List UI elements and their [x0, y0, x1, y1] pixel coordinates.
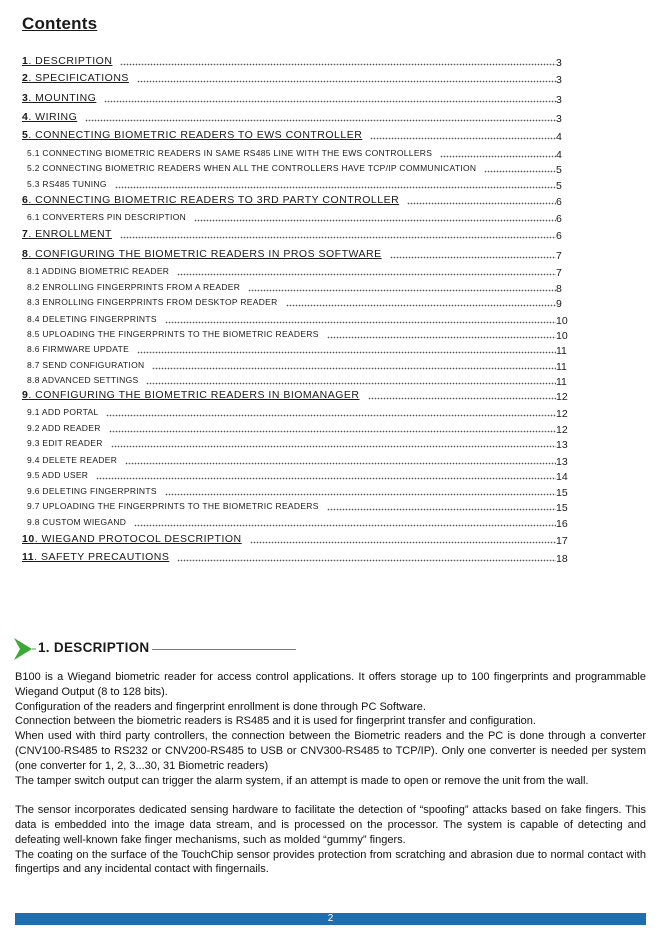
toc-entry-label[interactable]: [27, 423, 105, 433]
description-body: [15, 670, 646, 877]
toc-entry-text: 5.3 RS485 TUNING: [27, 179, 107, 189]
toc-dot-leader: [177, 267, 556, 277]
toc-page-number: 6: [556, 230, 562, 242]
toc-dot-leader: [125, 456, 556, 466]
toc-page-number: 3: [556, 74, 562, 86]
toc-entry-label[interactable]: [22, 228, 116, 240]
toc-entry-label[interactable]: [27, 212, 190, 222]
toc-entry-text: 8.2 ENROLLING FINGERPRINTS FROM A READER: [27, 282, 241, 292]
toc-page-number: 17: [556, 535, 568, 547]
toc-page-number: 16: [556, 518, 568, 530]
toc-dot-leader: [177, 553, 556, 563]
toc-page-number: 18: [556, 553, 568, 565]
toc-entry-text: 5.2 CONNECTING BIOMETRIC READERS WHEN ALL THE CONTROLLERS HAVE TCP/IP COMMUNICATION: [27, 163, 477, 173]
page-number: 2: [327, 913, 334, 924]
chevron-right-icon: [12, 638, 36, 660]
toc-entry-label[interactable]: [27, 360, 148, 370]
toc-dot-leader: [286, 298, 556, 308]
toc-entry-number: 8: [22, 248, 29, 260]
toc-page-number: 3: [556, 94, 562, 106]
toc-entry-text: 9.5 ADD USER: [27, 470, 89, 480]
toc-entry[interactable]: [22, 516, 570, 532]
toc-entry-text: 5.1 CONNECTING BIOMETRIC READERS IN SAME RS485 LINE WITH THE EWS CONTROLLERS: [27, 148, 433, 158]
toc-entry-label[interactable]: [22, 92, 100, 104]
toc-entry-text: . CONFIGURING THE BIOMETRIC READERS IN BIOMANAGER: [28, 389, 360, 401]
section-title-rule: [152, 649, 296, 650]
toc-entry-text: . WIRING: [28, 111, 78, 123]
toc-entry-text: . CONFIGURING THE BIOMETRIC READERS IN PROS SOFTWARE: [28, 248, 382, 260]
toc-entry-label[interactable]: [27, 314, 161, 324]
toc-entry-text: 6.1 CONVERTERS PIN DESCRIPTION: [27, 212, 187, 222]
toc-entry-text: 8.4 DELETING FINGERPRINTS: [27, 314, 157, 324]
toc-entry[interactable]: [22, 551, 570, 567]
toc-dot-leader: [134, 518, 556, 528]
toc-entry-number: 11: [22, 551, 35, 563]
toc-entry-number: 1: [22, 55, 29, 67]
toc-entry[interactable]: [22, 533, 570, 549]
toc-entry-number: 7: [22, 228, 29, 240]
toc-page-number: 7: [556, 267, 562, 279]
toc-entry[interactable]: [22, 281, 570, 297]
toc-entry[interactable]: [22, 111, 570, 127]
toc-entry-text: . SPECIFICATIONS: [28, 72, 129, 84]
toc-entry-number: 9: [22, 389, 29, 401]
toc-entry-text: 9.2 ADD READER: [27, 423, 101, 433]
toc-dot-leader: [165, 487, 556, 497]
toc-page-number: 9: [556, 298, 562, 310]
toc-dot-leader: [368, 391, 556, 401]
toc-entry-text: 8.3 ENROLLING FINGERPRINTS FROM DESKTOP READER: [27, 297, 278, 307]
paragraph-spacer: [15, 788, 646, 803]
toc-entry[interactable]: [22, 265, 570, 281]
toc-dot-leader: [440, 149, 556, 159]
toc-page-number: 3: [556, 113, 562, 125]
toc-entry[interactable]: [22, 500, 570, 516]
page-footer: [15, 913, 646, 925]
paragraph: Configuration of the readers and fingerprint enrollment is done through PC Software.: [15, 700, 426, 713]
toc-page-number: 10: [556, 315, 568, 327]
toc-page-number: 15: [556, 502, 568, 514]
toc-entry[interactable]: [22, 162, 570, 178]
toc-entry-text: 9.7 UPLOADING THE FINGERPRINTS TO THE BIOMETRIC READERS: [27, 501, 319, 511]
toc-entry[interactable]: [22, 178, 570, 194]
toc-page-number: 8: [556, 283, 562, 295]
toc-entry[interactable]: [22, 55, 570, 71]
toc-entry-label[interactable]: [27, 266, 173, 276]
toc-dot-leader: [120, 230, 556, 240]
toc-page-number: 4: [556, 149, 562, 161]
toc-entry-text: . CONNECTING BIOMETRIC READERS TO 3RD PARTY CONTROLLER: [28, 194, 400, 206]
toc-entry-label[interactable]: [27, 486, 161, 496]
paragraph: The tamper switch output can trigger the alarm system, if an attempt is made to open or remove the unit from the wall.: [15, 774, 589, 787]
toc-entry-label[interactable]: [27, 517, 130, 527]
toc-page-number: 11: [556, 376, 567, 388]
toc-dot-leader: [484, 164, 556, 174]
toc-entry-label[interactable]: [27, 148, 436, 158]
toc-entry[interactable]: [22, 129, 570, 145]
toc-dot-leader: [407, 196, 556, 206]
toc-dot-leader: [390, 250, 556, 260]
toc-entry-label[interactable]: [27, 282, 244, 292]
toc-entry-label[interactable]: [22, 129, 366, 141]
toc-entry-label[interactable]: [27, 163, 480, 173]
toc-dot-leader: [152, 361, 556, 371]
toc-entry[interactable]: [22, 248, 570, 264]
toc-entry-text: 9.1 ADD PORTAL: [27, 407, 99, 417]
toc-entry-text: . DESCRIPTION: [28, 55, 113, 67]
toc-dot-leader: [109, 424, 556, 434]
toc-entry-text: 8.5 UPLOADING THE FINGERPRINTS TO THE BIOMETRIC READERS: [27, 329, 319, 339]
toc-dot-leader: [106, 408, 556, 418]
toc-dot-leader: [96, 471, 556, 481]
toc-entry-number: 3: [22, 92, 29, 104]
toc-dot-leader: [194, 213, 556, 223]
toc-dot-leader: [104, 94, 556, 104]
toc-entry-label[interactable]: [22, 248, 386, 260]
toc-page-number: 5: [556, 164, 562, 176]
toc-dot-leader: [111, 439, 556, 449]
section-heading: [12, 638, 312, 660]
toc-page-number: 13: [556, 439, 568, 451]
toc-entry[interactable]: [22, 72, 570, 88]
toc-entry-label[interactable]: [27, 329, 323, 339]
toc-entry[interactable]: [22, 228, 570, 244]
toc-entry-text: 9.8 CUSTOM WIEGAND: [27, 517, 127, 527]
toc-page-number: 11: [556, 361, 567, 373]
toc-page-number: 3: [556, 57, 562, 69]
toc-entry[interactable]: [22, 211, 570, 227]
toc-dot-leader: [137, 74, 556, 84]
toc-dot-leader: [327, 502, 556, 512]
toc-entry-text: . MOUNTING: [28, 92, 97, 104]
toc-entry-text: 9.6 DELETING FINGERPRINTS: [27, 486, 157, 496]
toc-entry-text: . WIEGAND PROTOCOL DESCRIPTION: [34, 533, 242, 545]
toc-entry[interactable]: [22, 469, 570, 485]
toc-entry-number: 4: [22, 111, 29, 123]
toc-entry[interactable]: [22, 296, 570, 312]
toc-title: Contents: [22, 14, 98, 33]
toc-entry[interactable]: [22, 485, 570, 501]
toc-entry-label[interactable]: [27, 179, 111, 189]
paragraph: B100 is a Wiegand biometric reader for access control applications. It offers storage up to 100 fingerprints and programmable Wiegand Output (8 to 128 bits).: [15, 671, 646, 698]
toc-entry[interactable]: [22, 313, 570, 329]
toc-page-number: 7: [556, 250, 562, 262]
toc-dot-leader: [327, 330, 556, 340]
toc-entry-number: 5: [22, 129, 29, 141]
toc-page-number: 12: [556, 391, 568, 403]
toc-page-number: 4: [556, 131, 562, 143]
toc-dot-leader: [248, 283, 556, 293]
paragraph: The sensor incorporates dedicated sensing hardware to facilitate the detection of “spoofing” attacks based on fake fingers. This data is embedded into the image data stream, and is processed on the processor. The system is capable of detecting and defeating well-known fake finger mechanisms, such as molded “gummy” fingers.: [15, 804, 646, 846]
toc-entry-label[interactable]: [27, 438, 107, 448]
toc-entry[interactable]: [22, 328, 570, 344]
toc-page-number: 12: [556, 408, 568, 420]
toc-entry[interactable]: [22, 359, 570, 375]
toc-dot-leader: [85, 113, 556, 123]
toc-dot-leader: [120, 57, 556, 67]
toc-dot-leader: [137, 345, 556, 355]
toc-entry-label[interactable]: [22, 194, 403, 206]
toc-entry-number: 2: [22, 72, 29, 84]
toc-entry-label[interactable]: [27, 297, 282, 307]
toc-page-number: 13: [556, 456, 568, 468]
toc-entry-text: 8.7 SEND CONFIGURATION: [27, 360, 145, 370]
toc-entry-label[interactable]: [22, 533, 246, 545]
toc-dot-leader: [165, 315, 556, 325]
toc-page-number: 11: [556, 345, 567, 357]
toc-entry-label[interactable]: [27, 344, 133, 354]
toc-entry[interactable]: [22, 422, 570, 438]
toc-page-number: 10: [556, 330, 568, 342]
toc-entry[interactable]: [22, 374, 570, 390]
toc-entry-number: 6: [22, 194, 29, 206]
toc-entry-text: 8.6 FIRMWARE UPDATE: [27, 344, 130, 354]
toc-entry-label[interactable]: [22, 111, 81, 123]
toc-entry-label[interactable]: [22, 389, 364, 401]
toc-dot-leader: [370, 131, 556, 141]
toc-entry-text: 9.4 DELETE READER: [27, 455, 118, 465]
toc-entry-text: . CONNECTING BIOMETRIC READERS TO EWS CONTROLLER: [28, 129, 363, 141]
toc-page-number: 15: [556, 487, 568, 499]
paragraph: Connection between the biometric readers is RS485 and it is used for fingerprint transfer and configuration.: [15, 715, 536, 728]
toc-dot-leader: [250, 535, 556, 545]
toc-entry-label[interactable]: [22, 72, 133, 84]
toc-entry-label[interactable]: [27, 501, 323, 511]
toc-page-number: 12: [556, 424, 568, 436]
toc-page-number: 5: [556, 180, 562, 192]
toc-page-number: 6: [556, 213, 562, 225]
toc-page-number: 6: [556, 196, 562, 208]
paragraph: When used with third party controllers, the connection between the Biometric readers and the PC is done through a converter (CNV100-RS485 to RS232 or CNV200-RS485 to USB or CNV300-RS485 to TCP/IP). Only one converter is needed per system (one converter for 1, 2, 3...30, 31 Biometric readers): [15, 730, 646, 772]
toc-entry-label[interactable]: [27, 455, 121, 465]
paragraph: The coating on the surface of the TouchChip sensor provides protection from scratching and abrasion due to normal contact with fingertips and any incidental contact with fingernails.: [15, 848, 646, 876]
toc-entry-text: 8.1 ADDING BIOMETRIC READER: [27, 266, 170, 276]
toc-entry[interactable]: [22, 92, 570, 108]
toc-entry-text: . SAFETY PRECAUTIONS: [34, 551, 170, 563]
toc-dot-leader: [115, 180, 556, 190]
toc-entry[interactable]: [22, 343, 570, 359]
toc-entry[interactable]: [22, 437, 570, 453]
section-title: 1. DESCRIPTION: [38, 640, 150, 655]
toc-entry[interactable]: [22, 406, 570, 422]
toc-entry-number: 10: [22, 533, 35, 545]
toc-entry-label[interactable]: [27, 407, 102, 417]
toc-entry-text: . ENROLLMENT: [28, 228, 112, 240]
toc-entry-text: 8.8 ADVANCED SETTINGS: [27, 375, 139, 385]
toc-entry-label[interactable]: [27, 470, 92, 480]
toc-entry[interactable]: [22, 454, 570, 470]
toc-entry-label[interactable]: [22, 55, 116, 67]
toc-page-number: 14: [556, 471, 568, 483]
toc-entry-label[interactable]: [22, 551, 173, 563]
toc-entry[interactable]: [22, 389, 570, 405]
toc-entry-text: 9.3 EDIT READER: [27, 438, 103, 448]
toc-entry[interactable]: [22, 147, 570, 163]
toc-entry-label[interactable]: [27, 375, 142, 385]
toc-dot-leader: [146, 376, 556, 386]
toc-entry[interactable]: [22, 194, 570, 210]
